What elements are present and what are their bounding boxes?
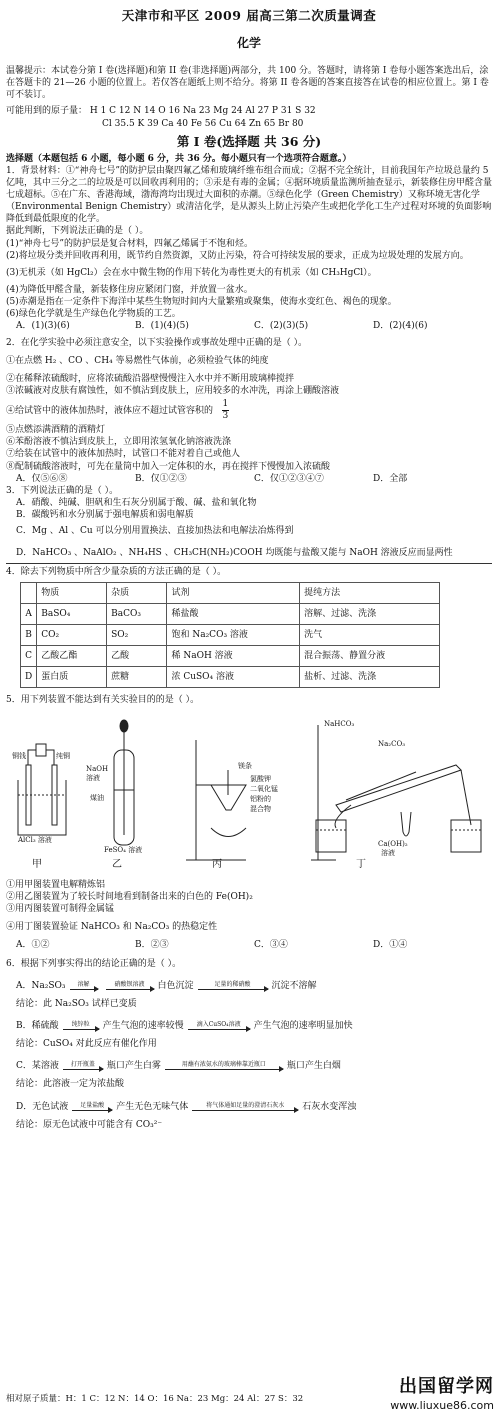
q6-flow-a[interactable]	[6, 980, 492, 992]
q1-option-6: (6)绿色化学就是生产绿色化学物质的工艺。	[6, 309, 181, 320]
q1-ask: 据此判断，下列说法正确的是（ ）。	[6, 226, 149, 237]
q6-c-conclusion: 结论：此溶液一定为浓盐酸	[16, 1079, 125, 1090]
label-naoh-solution: 溶液	[86, 773, 100, 782]
q6-c-start: C．某溶液	[16, 1061, 59, 1072]
q2-choice-b[interactable]: B．仅①②③	[135, 473, 187, 484]
arrow-label: 足量的稀硝酸	[214, 980, 251, 988]
flow-arrow-icon	[63, 1022, 99, 1030]
flow-arrow-icon	[63, 1062, 103, 1070]
exam-title: 天津市和平区 2009 届高三第二次质量调查	[121, 8, 377, 23]
q4-cell: 蛋白质	[37, 666, 107, 687]
label-pure-copper: 纯铜	[56, 751, 70, 760]
q1-stem: 1．背景材料：①“神舟七号”的防护层由聚四氟乙烯和玻璃纤维布组合而成；②据不完全统计，目前我国年产垃圾总量约 5 亿吨，其中三分之二的垃圾是可以回收再利用的；③汞是有毒的金属；④据环境质量监测所抽查显示，新装修住房甲醛含量七成超标。⑤在广东、香港海域，渤海湾均出现过大面积的赤潮。⑤绿色化学（Green Chemistry）又称环境无害化学（Environmental Benign Chemistry）或清洁化学，是从源头上防止污染产生或把化学化工生产过程对环境的负面影响降低到最低限度的化学。	[6, 165, 493, 225]
label-kerosene: 煤油	[90, 793, 104, 802]
q3-choice-d[interactable]: D．NaHCO₃ 、NaAlO₂ 、NH₄HS 、CH₃CH(NH₂)COOH 均既能与盐酸又能与 NaOH 溶液反应而显两性	[16, 548, 453, 559]
figure-label-bing: 丙	[212, 858, 222, 870]
label-nahco3: NaHCO₃	[324, 719, 355, 728]
q4-table-header	[21, 582, 440, 603]
q6-d-conclusion: 结论：原无色试液中可能含有 CO₃²⁻	[16, 1119, 163, 1130]
q1-choices	[6, 320, 492, 332]
arrow-label: 用蘸有浓氨水的玻璃棒靠近瓶口	[181, 1061, 266, 1069]
label-caoh2: Ca(OH)₂	[378, 839, 408, 848]
arrow-label: 将气体通如足量的澄清石灰水	[206, 1101, 285, 1109]
site-logo-name: 出国留学网	[399, 1376, 494, 1397]
q6-flow-b[interactable]	[6, 1020, 492, 1032]
fraction-numerator: 1	[222, 399, 229, 410]
q2-choice-c[interactable]: C．仅①②③④⑦	[254, 473, 324, 484]
flow-arrow-icon	[188, 1022, 250, 1030]
q4-table	[20, 582, 440, 688]
q4-header-cell: 提纯方法	[300, 582, 440, 603]
q5-option-2: ②用乙图装置为了较长时间地看到制备出来的白色的 Fe(OH)₂	[6, 892, 253, 902]
q6-flow-c[interactable]	[6, 1060, 492, 1072]
flow-arrow-icon	[70, 982, 98, 990]
q2-option-4	[6, 400, 492, 421]
q3-choice-a[interactable]: A．硝酸、纯碱、胆矾和生石灰分别属于酸、碱、盐和氧化物	[16, 498, 257, 509]
q4-cell: 溶解、过滤、洗涤	[300, 603, 440, 624]
q2-option-7: ⑦给装在试管中的液体加热时，试管口不能对着自己或他人	[6, 449, 241, 460]
apparatus-figure	[6, 710, 486, 875]
q4-cell: 盐析、过滤、洗涤	[300, 666, 440, 687]
q2-option-8: ⑧配制硫酸溶液时，可先在量筒中加入一定体积的水，再在搅拌下慢慢加入浓硫酸	[6, 461, 331, 472]
arrow-label: 滴入CuSO₄溶液	[196, 1021, 241, 1029]
section-1-title: 第 I 卷(选择题 共 36 分)	[176, 133, 322, 149]
q4-header-cell: 物质	[37, 582, 107, 603]
q6-d-mid: 产生无色无味气体	[116, 1101, 189, 1112]
label-mg-ribbon: 镁条	[238, 761, 252, 770]
q6-d-end: 石灰水变浑浊	[302, 1101, 357, 1112]
q5-choice-c[interactable]: C．③④	[254, 940, 288, 951]
figure-label-jia: 甲	[32, 858, 42, 870]
q6-c-mid: 瓶口产生白雾	[106, 1061, 161, 1072]
flow-arrow-icon	[72, 1103, 112, 1111]
q4-cell: 蔗糖	[107, 666, 167, 687]
label-kclo3: 氯酸钾	[250, 774, 271, 783]
q1-choice-d[interactable]: D．(2)(4)(6)	[373, 321, 428, 332]
table-row[interactable]	[21, 645, 440, 666]
q6-a-end: 沉淀不溶解	[271, 980, 317, 991]
q3-choice-c[interactable]: C．Mg 、Al 、Cu 可以分别用置换法、直接加热法和电解法冶炼得到	[16, 526, 294, 537]
q4-cell: 乙酸	[107, 645, 167, 666]
q6-b-end: 产生气泡的速率明显加快	[253, 1020, 353, 1031]
q3-stem: 3．下列说法正确的是（ ）。	[6, 485, 119, 496]
label-copper-coin: 铜钱	[12, 751, 26, 760]
q2-stem: 2．在化学实验中必须注意安全，以下实验操作或事故处理中正确的是（ ）。	[6, 337, 308, 348]
q5-choice-b[interactable]: B．②③	[135, 940, 169, 951]
arrow-label: 硝酸钡溶液	[114, 980, 145, 988]
one-third-fraction	[222, 400, 229, 421]
q1-choice-a[interactable]: A．(1)(3)(6)	[16, 321, 70, 332]
q4-cell: 浓 CuSO₄ 溶液	[167, 666, 300, 687]
q6-flow-d[interactable]	[6, 1101, 492, 1113]
q4-row-label: D	[21, 666, 37, 687]
exam-subject: 化学	[236, 35, 261, 50]
q2-option-2: ②在稀释浓硫酸时，应将浓硫酸沿器壁慢慢注入水中并不断用玻璃棒搅拌	[6, 373, 295, 384]
q2-option-6: ⑥苯酚溶液不慎沾到皮肤上，立即用浓氢氧化钠溶液洗涤	[6, 437, 232, 448]
fraction-denominator: 3	[222, 411, 229, 422]
label-na2co3: Na₂CO₃	[378, 739, 406, 748]
q2-choices	[6, 473, 492, 485]
q4-cell: SO₂	[107, 624, 167, 645]
label-al-powder: 铝粉的	[250, 794, 271, 803]
footer-atomic-masses: 相对原子质量：H：1 C：12 N：14 O：16 Na：23 Mg：24 Al：27 S：32	[6, 1394, 304, 1404]
table-row[interactable]	[21, 603, 440, 624]
q4-cell: 饱和 Na₂CO₃ 溶液	[167, 624, 300, 645]
q1-option-5: (5)赤潮是指在一定条件下海洋中某些生物短时间内大量繁殖或聚集，使海水变红色、褐色的现象。	[6, 297, 397, 308]
label-alcl3: AlCl₃ 溶液	[18, 835, 52, 844]
figure-label-ding: 丁	[356, 858, 366, 870]
label-mixture: 混合物	[250, 804, 271, 813]
label-mno2: 二氧化锰	[250, 784, 278, 793]
q2-option-4-text: ④给试管中的液体加热时，液体应不超过试管容积的	[6, 406, 214, 417]
q4-cell: BaCO₃	[107, 603, 167, 624]
q5-choices	[6, 939, 492, 951]
label-caoh2-solution: 溶液	[381, 848, 395, 857]
q1-option-2: (2)将垃圾分类并回收再利用，既节约自然资源，又防止污染，符合可持续发展的要求，正成为垃圾处理的发展方向。	[6, 250, 469, 261]
q4-cell: 乙酸乙酯	[37, 645, 107, 666]
q4-stem: 4．除去下列物质中所含少量杂质的方法正确的是（ ）。	[6, 566, 227, 577]
arrow-label: 纯锌粒	[71, 1021, 90, 1029]
atomic-mass-line-2: Cl 35.5 K 39 Ca 40 Fe 56 Cu 64 Zn 65 Br 80	[102, 118, 304, 129]
q1-choice-c[interactable]: C．(2)(3)(5)	[254, 321, 309, 332]
q4-header-cell: 杂质	[107, 582, 167, 603]
q6-a-start: A．Na₂SO₃	[16, 980, 66, 991]
q1-option-4: (4)为降低甲醛含量，新装修住房应紧闭门窗，并放置一盆水。	[6, 285, 253, 296]
q5-option-4: ④用丁图装置验证 NaHCO₃ 和 Na₂CO₃ 的热稳定性	[6, 922, 218, 933]
q6-stem: 6．根据下列事实得出的结论正确的是（ ）。	[6, 958, 182, 969]
q4-cell: 混合振荡、静置分液	[300, 645, 440, 666]
arrow-label: 足量盐酸	[80, 1101, 105, 1109]
label-naoh: NaOH	[86, 764, 109, 773]
label-feso4: FeSO₄ 溶液	[104, 845, 143, 854]
q6-c-end: 瓶口产生白烟	[286, 1061, 341, 1072]
q4-cell: CO₂	[37, 624, 107, 645]
q4-row-label: B	[21, 624, 37, 645]
q5-stem: 5．用下列装置不能达到有关实验目的的是（ ）。	[6, 694, 200, 705]
q6-b-mid: 产生气泡的速率较慢	[102, 1020, 184, 1031]
q2-option-1: ①在点燃 H₂ 、CO 、CH₄ 等易燃性气体前，必须检验气体的纯度	[6, 355, 269, 366]
q4-cell: 稀盐酸	[167, 603, 300, 624]
section-1-instruction: 选择题（本题包括 6 小题，每小题 6 分，共 36 分。每小题只有一个选项符合题意。）	[6, 153, 352, 164]
q4-header-cell: 试剂	[167, 582, 300, 603]
divider	[6, 563, 492, 564]
site-logo[interactable]	[390, 1375, 494, 1414]
q4-cell: 稀 NaOH 溶液	[167, 645, 300, 666]
q6-d-start: D．无色试液	[16, 1101, 69, 1112]
table-row[interactable]	[21, 624, 440, 645]
q6-b-conclusion: 结论：CuSO₄ 对此反应有催化作用	[16, 1039, 157, 1050]
q2-choice-d[interactable]: D．全部	[373, 473, 408, 484]
q3-choice-b[interactable]: B．碳酸钙和水分别属于强电解质和弱电解质	[16, 510, 194, 521]
table-row[interactable]	[21, 666, 440, 687]
q1-option-1: (1)“神舟七号”的防护层是复合材料，四氟乙烯属于不饱和烃。	[6, 238, 253, 249]
q4-row-label: A	[21, 603, 37, 624]
atomic-mass-line-1: 可能用到的原子量： H 1 C 12 N 14 O 16 Na 23 Mg 24 Al 27 P 31 S 32	[6, 106, 316, 117]
apparatus-drawing	[6, 710, 486, 875]
q2-option-3: ③浓碱液对皮肤有腐蚀性，如不慎沾到皮肤上，应用较多的水冲洗，再涂上硼酸溶液	[6, 386, 340, 397]
site-logo-url: www.liuxue86.com	[390, 1399, 494, 1413]
q6-a-mid: 白色沉淀	[157, 980, 194, 991]
q4-cell: 洗气	[300, 624, 440, 645]
q6-a-conclusion: 结论：此 Na₂SO₃ 试样已变质	[16, 998, 137, 1009]
figure-label-yi: 乙	[112, 858, 122, 870]
flow-arrow-icon	[198, 982, 268, 990]
q4-cell: BaSO₄	[37, 603, 107, 624]
q4-header-cell	[21, 582, 37, 603]
arrow-label: 溶解	[77, 980, 90, 988]
q2-choice-a[interactable]: A．仅⑤⑥⑧	[16, 473, 68, 484]
arrow-label: 打开瓶盖	[70, 1061, 95, 1069]
q5-choice-d[interactable]: D．①④	[373, 940, 408, 951]
q5-option-1: ①用甲图装置电解精炼铝	[6, 879, 106, 890]
q2-option-5: ⑤点燃添满酒精的酒精灯	[6, 425, 106, 436]
q5-choice-a[interactable]: A．①②	[16, 940, 50, 951]
q1-option-3: (3)无机汞（如 HgCl₂）会在水中微生物的作用下转化为毒性更大的有机汞（如 CH₃HgCl）。	[6, 267, 377, 278]
flow-arrow-icon	[165, 1062, 283, 1070]
intro-tip: 温馨提示：本试卷分第 I 卷(选择题)和第 II 卷(非选择题)两部分，共 100 分。答题时，请将第 I 卷每小题答案选出后，涂在答题卡的 21—26 小题的位置上。若仅答在题纸上则不给分。将第 II 卷各题的答案直接答在试卷的相应位置上。第 I 卷可不装订。	[6, 66, 489, 101]
q1-choice-b[interactable]: B．(1)(4)(5)	[135, 321, 189, 332]
q6-b-start: B．稀硫酸	[16, 1020, 59, 1031]
flow-arrow-icon	[192, 1103, 298, 1111]
flow-arrow-icon	[106, 982, 154, 990]
q5-option-3: ③用丙图装置可制得金属锰	[6, 904, 115, 915]
q4-row-label: C	[21, 645, 37, 666]
